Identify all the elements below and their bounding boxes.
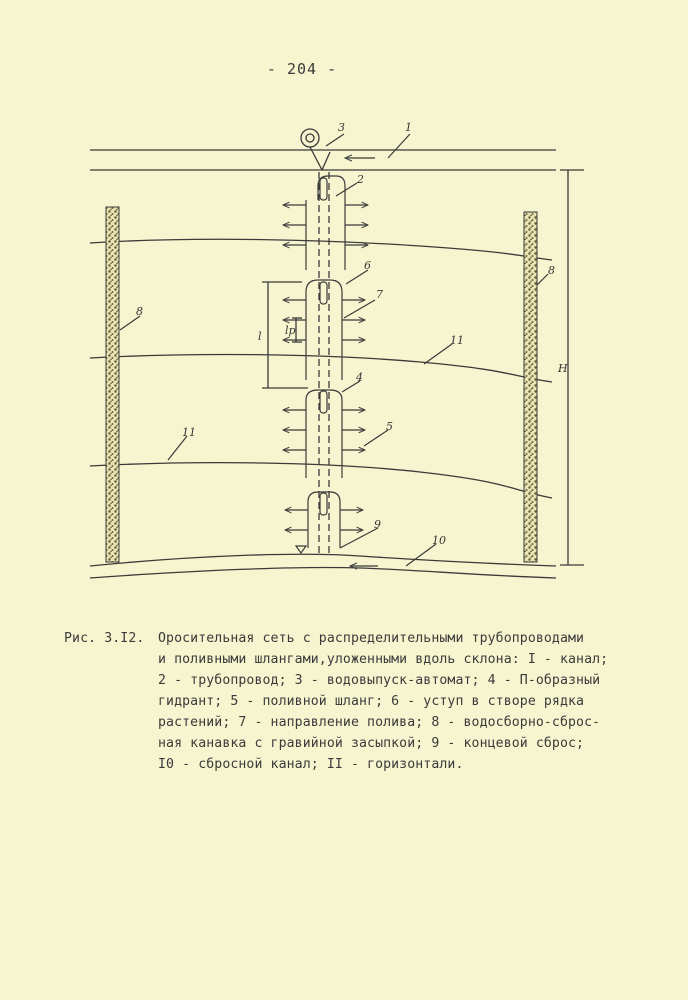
label-9: 9 [374,518,381,531]
caption-label: Рис. 3.I2. [64,631,145,646]
label-1: 1 [405,121,412,134]
water-outlet-inner [306,134,314,142]
contour-line-3 [90,463,552,498]
label-8-left: 8 [136,305,143,318]
label-8-right: 8 [548,264,555,277]
label-lp: lp [285,324,296,337]
water-outlet-outer [301,129,319,147]
caption-line-7: I0 - сбросной канал; II - горизонтали. [158,757,464,772]
label-3: 3 [338,121,345,134]
drain-canal-upper [90,554,556,566]
page-number: - 204 - [266,60,338,78]
label-4: 4 [356,371,363,384]
caption-line-1: Оросительная сеть с распределительными трубопроводами [158,631,585,646]
contour-line-1 [90,239,552,260]
hydrant-group-4 [285,492,363,553]
caption-line-6: ная канавка с гравийной засыпкой; 9 - концевой сброс; [158,736,585,751]
drain-canal-lower [90,567,556,578]
label-l: l [258,330,262,343]
label-2: 2 [357,173,364,186]
caption-line-4: гидрант; 5 - поливной шланг; 6 - уступ в створе рядка [158,694,585,709]
label-11-right: 11 [450,334,464,347]
hydrant-group-1 [283,176,368,270]
caption-line-2: и поливными шлангами,уложенными вдоль склона: I - канал; [158,652,609,667]
caption-line-3: 2 - трубопровод; 3 - водовыпуск-автомат; 4 - П-образный [158,673,601,688]
label-6: 7 [376,288,383,301]
end-outlet [296,546,306,553]
label-H: H [558,362,568,375]
label-7: 5 [386,420,393,433]
gravel-drain-left [106,207,119,562]
label-11-left: 11 [182,426,196,439]
label-10: 10 [432,534,446,547]
gravel-drain-right [524,212,537,562]
contour-line-2 [90,355,552,382]
label-5: 6 [364,259,371,272]
caption-line-5: растений; 7 - направление полива; 8 - водосборно-сброс- [158,715,601,730]
